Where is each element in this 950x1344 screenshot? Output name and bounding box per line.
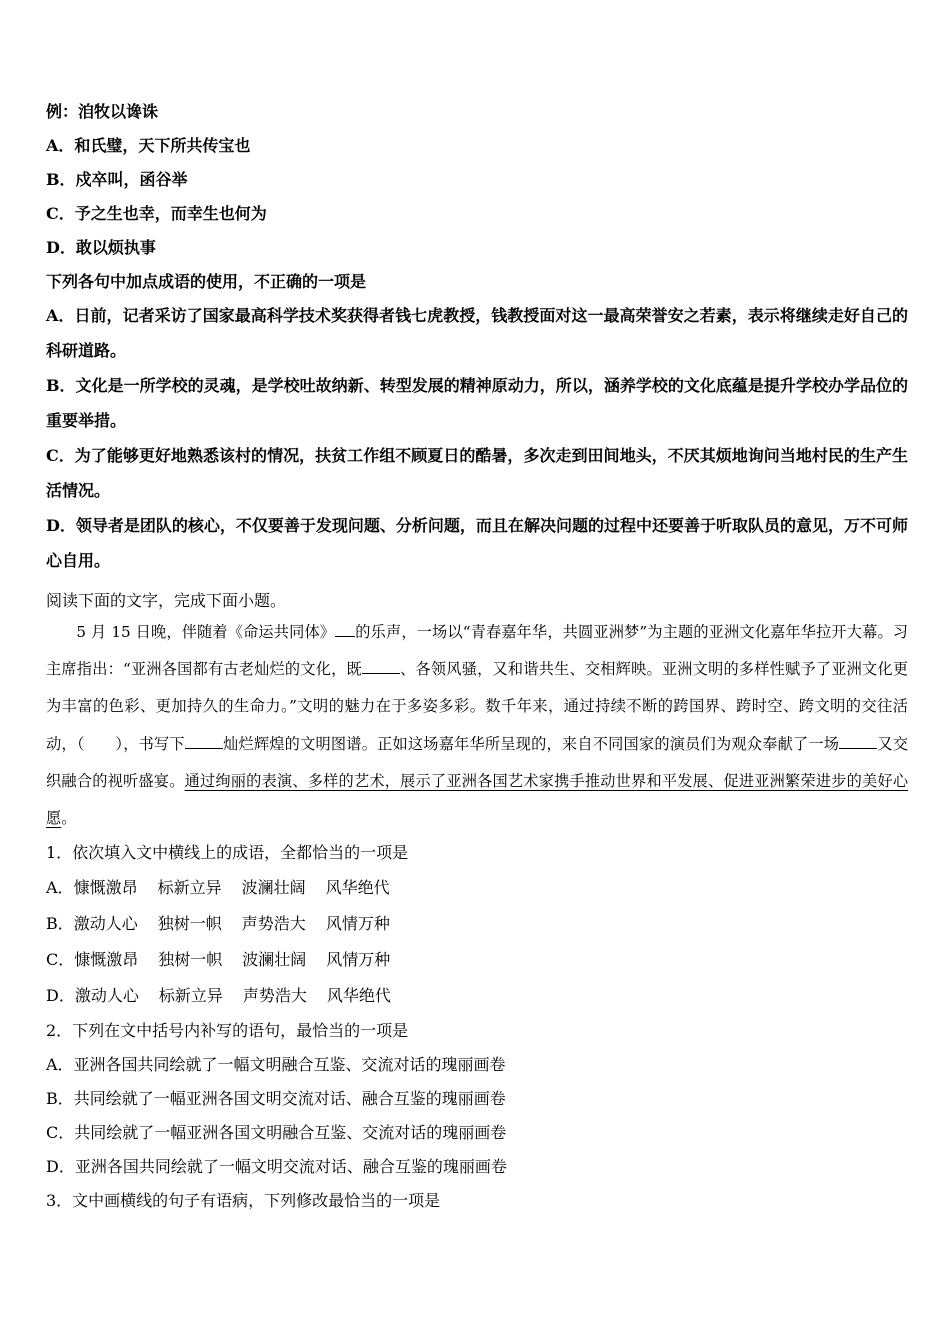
underlined-sentence: 通过绚丽的表演、多样的艺术，展示了亚洲各国艺术家携手推动世界和平发展、促进亚洲繁荣进步的美好心愿 — [46, 771, 909, 828]
example-option-b: B．戍卒叫，函谷举 — [46, 170, 188, 189]
example-option-c: C．予之生也幸，而幸生也何为 — [46, 204, 267, 223]
example-option-a: A．和氏璧，天下所共传宝也 — [46, 136, 251, 155]
q3-prompt: 3．文中画横线的句子有语病，下列修改最恰当的一项是 — [46, 1191, 441, 1210]
q2-prompt: 2．下列在文中括号内补写的语句，最恰当的一项是 — [46, 1021, 409, 1040]
q2-option-a: A．亚洲各国共同绘就了一幅文明融合互鉴、交流对话的瑰丽画卷 — [46, 1055, 506, 1074]
q2-option-d: D．亚洲各国共同绘就了一幅文明交流对话、融合互鉴的瑰丽画卷 — [46, 1157, 507, 1176]
q1-option-d: D．激动人心 标新立异 声势浩大 风华绝代 — [46, 986, 391, 1005]
q1-option-b: B．激动人心 独树一帜 声势浩大 风情万种 — [46, 914, 390, 933]
example-option-d: D．敢以烦执事 — [46, 238, 156, 257]
reading-passage: 5 月 15 日晚，伴随着《命运共同体》 的乐声，一场以“青春嘉年华，共圆亚洲梦”为主题的亚洲文化嘉年华拉开大幕。习主席指出：“亚洲各国都有古老灿烂的文化，既 、各领风骚，又和谐共生、交相辉映。亚洲文明的多样性赋予了亚洲文化更为丰富的色彩、更加持久的生命力。”文明的魅力在于多姿多彩。数千年来，通过持续不断的跨国界、跨时空、跨文明的交往活动，（ ），书写下 灿烂辉煌的文明图谱。正如这场嘉年华所呈现的，来自不同国家的演员们为观众奉献了一场 又交织融合的视听盛宴。通过绚丽的表演、多样的艺术，展示了亚洲各国艺术家携手推动世界和平发展、促进亚洲繁荣进步的美好心愿。 — [46, 623, 909, 828]
fill-blank-2 — [362, 659, 400, 674]
fill-blank-4 — [839, 734, 877, 749]
q1-option-a: A．慷慨激昂 标新立异 波澜壮阔 风华绝代 — [46, 878, 390, 897]
idiom-option-c: C．为了能够更好地熟悉该村的情况，扶贫工作组不顾夏日的酷暑，多次走到田间地头，不厌其烦地询问当地村民的生产生活情况。 — [46, 446, 908, 500]
idiom-option-a: A．日前，记者采访了国家最高科学技术奖获得者钱七虎教授，钱教授面对这一最高荣誉安之若素，表示将继续走好自己的科研道路。 — [46, 306, 908, 360]
q1-option-c: C．慷慨激昂 独树一帜 波澜壮阔 风情万种 — [46, 950, 391, 969]
q2-option-b: B．共同绘就了一幅亚洲各国文明交流对话、融合互鉴的瑰丽画卷 — [46, 1089, 506, 1108]
fill-blank-3 — [185, 734, 223, 749]
idiom-prompt: 下列各句中加点成语的使用，不正确的一项是 — [46, 272, 367, 291]
idiom-option-b: B．文化是一所学校的灵魂，是学校吐故纳新、转型发展的精神原动力，所以，涵养学校的文化底蕴是提升学校办学品位的重要举措。 — [46, 376, 908, 430]
q2-option-c: C．共同绘就了一幅亚洲各国文明融合互鉴、交流对话的瑰丽画卷 — [46, 1123, 507, 1142]
reading-intro: 阅读下面的文字，完成下面小题。 — [46, 591, 287, 610]
q1-prompt: 1．依次填入文中横线上的成语，全都恰当的一项是 — [46, 843, 409, 862]
fill-blank-1 — [335, 622, 355, 637]
example-prompt: 例：洎牧以谗诛 — [46, 102, 159, 121]
idiom-option-d: D．领导者是团队的核心，不仅要善于发现问题、分析问题，而且在解决问题的过程中还要善于听取队员的意见，万不可师心自用。 — [46, 516, 908, 570]
